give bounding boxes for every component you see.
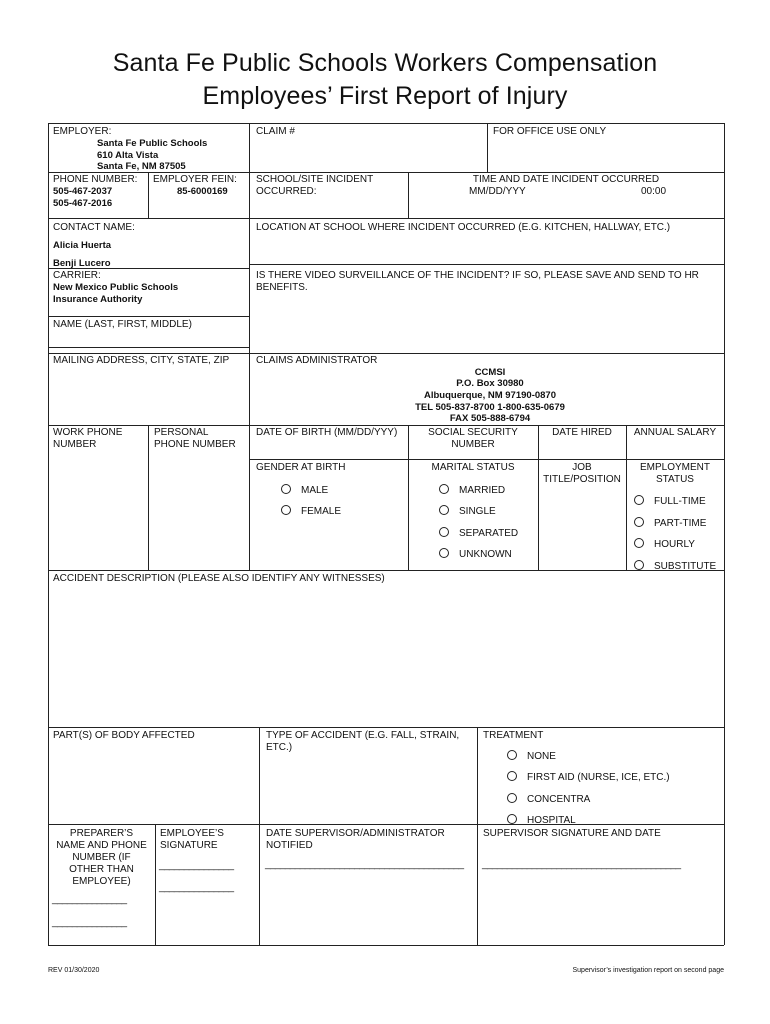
carrier-label: CARRIER: <box>53 270 101 281</box>
treatment-first-aid-radio[interactable] <box>507 771 517 781</box>
treatment-first-aid-label: FIRST AID (NURSE, ICE, ETC.) <box>527 772 670 783</box>
treatment-concentra-label: CONCENTRA <box>527 794 591 805</box>
preparer-label-line4: OTHER THAN <box>69 864 134 875</box>
employer-phone-1: 505-467-2037 <box>53 186 113 197</box>
claims-administrator-label: CLAIMS ADMINISTRATOR <box>256 355 378 366</box>
form-title-line2: Employees’ First Report of Injury <box>202 82 568 110</box>
claims-admin-city: Albuquerque, NM 97190-0870 <box>424 390 556 401</box>
revision-date: REV 01/30/2020 <box>48 967 100 974</box>
employee-signature-line-2[interactable]: _______________ <box>159 882 234 893</box>
employee-signature-label-line2: SIGNATURE <box>160 840 218 851</box>
incident-location-field[interactable]: LOCATION AT SCHOOL WHERE INCIDENT OCCURRED (E.G. KITCHEN, HALLWAY, ETC.) <box>256 222 671 233</box>
accident-type-label-line2: ETC.) <box>266 742 293 753</box>
marital-married-label: MARRIED <box>459 485 506 496</box>
video-surveillance-label-line2: BENEFITS. <box>256 282 308 293</box>
treatment-none-radio[interactable] <box>507 750 517 760</box>
school-site-label-line2: OCCURRED: <box>256 186 317 197</box>
annual-salary-field[interactable]: ANNUAL SALARY <box>633 427 717 438</box>
work-phone-label-line2: NUMBER <box>53 439 97 450</box>
marital-single-label: SINGLE <box>459 506 496 517</box>
claims-admin-fax: FAX 505-888-6794 <box>449 413 531 424</box>
claim-number-field[interactable]: CLAIM # <box>256 126 295 137</box>
employment-status-label: EMPLOYMENT <box>639 462 710 473</box>
personal-phone-label-line2: PHONE NUMBER <box>154 439 236 450</box>
employee-signature-label: EMPLOYEE’S <box>160 828 224 839</box>
incident-time-field[interactable]: 00:00 <box>641 186 667 197</box>
employment-hourly-label: HOURLY <box>654 539 695 550</box>
preparer-phone-line[interactable]: _______________ <box>52 917 127 928</box>
ssn-label-line2: NUMBER <box>451 439 495 450</box>
employment-part-time-radio[interactable] <box>634 517 644 527</box>
employer-name: Santa Fe Public Schools <box>97 138 208 149</box>
date-supervisor-notified-label: DATE SUPERVISOR/ADMINISTRATOR <box>266 828 445 839</box>
employee-signature-line-1[interactable]: _______________ <box>159 860 234 871</box>
contact-name-1: Alicia Huerta <box>53 240 112 251</box>
job-title-label-line2: TITLE/POSITION <box>543 474 621 485</box>
treatment-none-label: NONE <box>527 751 556 762</box>
employer-street: 610 Alta Vista <box>97 150 159 161</box>
carrier-name-line2: Insurance Authority <box>53 294 143 305</box>
personal-phone-field[interactable]: PERSONAL <box>154 427 209 438</box>
treatment-hospital-radio[interactable] <box>507 814 517 824</box>
incident-time-date-label: TIME AND DATE INCIDENT OCCURRED <box>472 174 660 185</box>
employer-label: EMPLOYER: <box>53 126 112 137</box>
contact-name-2: Benji Lucero <box>53 258 111 269</box>
marital-separated-label: SEPARATED <box>459 528 519 539</box>
office-use-only-label: FOR OFFICE USE ONLY <box>493 126 607 137</box>
body-parts-field[interactable]: PART(S) OF BODY AFFECTED <box>53 730 195 741</box>
employer-fein-label: EMPLOYER FEIN: <box>153 174 237 185</box>
marital-separated-radio[interactable] <box>439 527 449 537</box>
employment-part-time-label: PART-TIME <box>654 518 707 529</box>
date-supervisor-notified-label-line2: NOTIFIED <box>266 840 313 851</box>
gender-female-radio[interactable] <box>281 505 291 515</box>
employment-full-time-label: FULL-TIME <box>654 496 706 507</box>
second-page-note: Supervisor’s investigation report on second page <box>572 967 724 974</box>
preparer-label-line5: EMPLOYEE) <box>72 876 131 887</box>
supervisor-signature-line[interactable]: ________________________________________ <box>482 859 681 870</box>
preparer-label-line3: NUMBER (IF <box>72 852 131 863</box>
video-surveillance-field[interactable]: IS THERE VIDEO SURVEILLANCE OF THE INCIDENT? IF SO, PLEASE SAVE AND SEND TO HR <box>256 270 699 281</box>
employment-full-time-radio[interactable] <box>634 495 644 505</box>
claims-admin-po: P.O. Box 30980 <box>456 378 524 389</box>
treatment-label: TREATMENT <box>483 730 544 741</box>
employee-name-field[interactable]: NAME (LAST, FIRST, MIDDLE) <box>53 319 192 330</box>
employer-city: Santa Fe, NM 87505 <box>97 161 186 172</box>
employment-hourly-radio[interactable] <box>634 538 644 548</box>
treatment-concentra-radio[interactable] <box>507 793 517 803</box>
claims-admin-tel: TEL 505-837-8700 1-800-635-0679 <box>415 402 565 413</box>
employment-substitute-label: SUBSTITUTE <box>654 561 717 572</box>
preparer-label-line2: NAME AND PHONE <box>56 840 147 851</box>
form-title-line1: Santa Fe Public Schools Workers Compensation <box>112 49 658 77</box>
date-supervisor-notified-line[interactable]: ________________________________________ <box>265 859 464 870</box>
gender-male-radio[interactable] <box>281 484 291 494</box>
carrier-name-line1: New Mexico Public Schools <box>53 282 179 293</box>
school-site-field[interactable]: SCHOOL/SITE INCIDENT <box>256 174 374 185</box>
date-of-birth-field[interactable]: DATE OF BIRTH (MM/DD/YYY) <box>256 427 398 438</box>
incident-date-field[interactable]: MM/DD/YYY <box>469 186 526 197</box>
employer-phone-2: 505-467-2016 <box>53 198 113 209</box>
job-title-field[interactable]: JOB <box>572 462 592 473</box>
work-phone-field[interactable]: WORK PHONE <box>53 427 123 438</box>
preparer-label-line1: PREPARER’S <box>69 828 134 839</box>
preparer-name-line[interactable]: _______________ <box>52 894 127 905</box>
marital-status-label: MARITAL STATUS <box>431 462 515 473</box>
marital-single-radio[interactable] <box>439 505 449 515</box>
phone-number-label: PHONE NUMBER: <box>53 174 138 185</box>
accident-description-field[interactable]: ACCIDENT DESCRIPTION (PLEASE ALSO IDENTIFY ANY WITNESSES) <box>53 573 385 584</box>
marital-married-radio[interactable] <box>439 484 449 494</box>
claims-admin-name: CCMSI <box>474 367 506 378</box>
gender-label: GENDER AT BIRTH <box>256 462 346 473</box>
employment-substitute-radio[interactable] <box>634 560 644 570</box>
date-hired-field[interactable]: DATE HIRED <box>552 427 612 438</box>
gender-male-label: MALE <box>301 485 329 496</box>
marital-unknown-radio[interactable] <box>439 548 449 558</box>
contact-name-label: CONTACT NAME: <box>53 222 135 233</box>
accident-type-field[interactable]: TYPE OF ACCIDENT (E.G. FALL, STRAIN, <box>266 730 460 741</box>
employer-fein-value: 85-6000169 <box>177 186 228 197</box>
supervisor-signature-label: SUPERVISOR SIGNATURE AND DATE <box>483 828 661 839</box>
gender-female-label: FEMALE <box>301 506 342 517</box>
employment-status-label-line2: STATUS <box>656 474 694 485</box>
marital-unknown-label: UNKNOWN <box>459 549 512 560</box>
mailing-address-field[interactable]: MAILING ADDRESS, CITY, STATE, ZIP <box>53 355 230 366</box>
ssn-field[interactable]: SOCIAL SECURITY <box>428 427 518 438</box>
treatment-hospital-label: HOSPITAL <box>527 815 576 826</box>
